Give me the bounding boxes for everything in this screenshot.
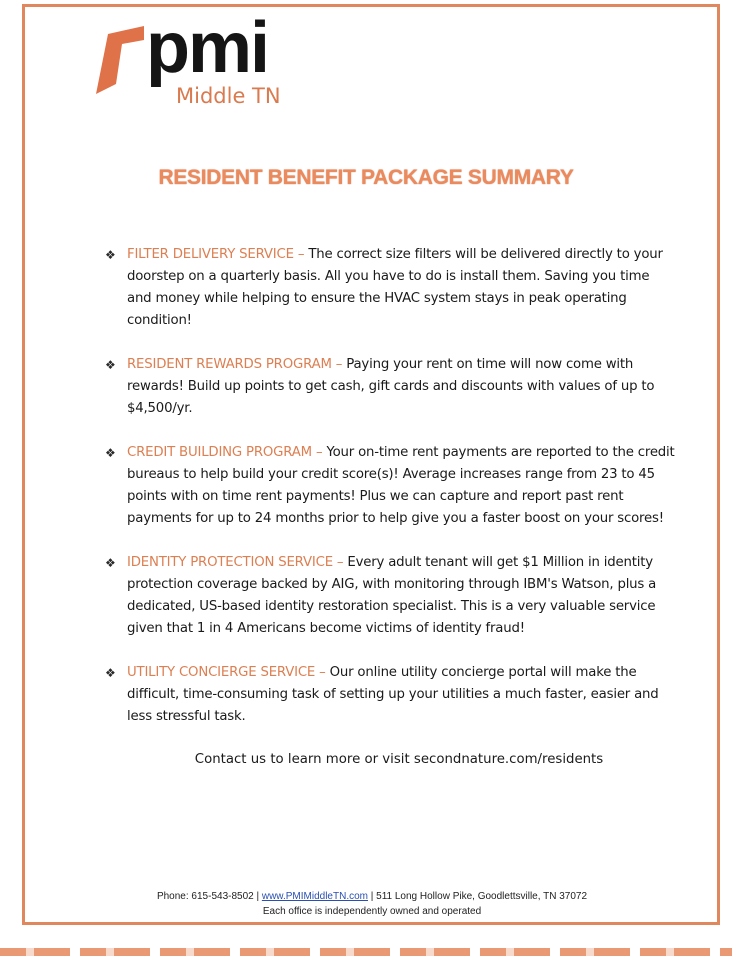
bottom-edge-strip [0, 948, 732, 956]
benefit-description: Our online utility concierge portal will make the difficult, time-consuming task of setting up your utilities a much faster, easier and less stressful task. [127, 665, 659, 724]
benefit-description: The correct size filters will be delivered directly to your doorstep on a quarterly basis. All you have to do is install them. Saving you time and money while helping to ensure the HVAC system stays in peak operating condition! [127, 247, 663, 328]
footer-contact-info [6, 891, 732, 902]
footer-address: | 511 Long Hollow Pike, Goodlettsville, TN 37072 [368, 891, 588, 902]
benefit-separator: – [315, 665, 330, 680]
benefit-description: Your on-time rent payments are reported to the credit bureaus to help build your credit score(s)! Average increases range from 23 to 45 points with on time rent payments! Plus we can capture and report past rent payments for up to 24 months prior to help give you a faster boost on your scores! [127, 445, 675, 526]
benefit-item [105, 662, 675, 728]
pmi-logo [88, 8, 328, 118]
benefit-item [105, 244, 675, 332]
logo-region: Middle TN [176, 84, 281, 108]
benefit-name: IDENTITY PROTECTION SERVICE [127, 555, 333, 570]
benefit-item [105, 442, 675, 530]
footer-phone: Phone: 615-543-8502 | [156, 891, 262, 902]
benefit-separator: – [331, 357, 347, 372]
benefit-name: UTILITY CONCIERGE SERVICE [127, 665, 316, 680]
diamond-bullet-icon: ❖ [105, 248, 116, 262]
benefit-description: Paying your rent on time will now come with rewards! Build up points to get cash, gift cards and discounts with values of up to $4,500/yr. [127, 357, 655, 416]
document-title: RESIDENT BENEFIT PACKAGE SUMMARY [158, 166, 574, 189]
benefit-description: Every adult tenant will get $1 Million in identity protection coverage backed by AIG, with monitoring through IBM's Watson, plus a dedicated, US-based identity restoration specialist. This is a very valuable service given that 1 in 4 Americans become victims of identity fraud! [127, 555, 657, 636]
pmi-logo-mark-icon [88, 22, 148, 102]
benefit-name: CREDIT BUILDING PROGRAM [127, 445, 312, 460]
benefit-separator: – [332, 555, 348, 570]
benefit-item [105, 354, 675, 420]
footer-disclaimer: Each office is independently owned and operated [262, 906, 482, 917]
diamond-bullet-icon: ❖ [105, 666, 116, 680]
benefit-name: FILTER DELIVERY SERVICE [127, 247, 294, 262]
website-link[interactable]: www.PMIMiddleTN.com [261, 891, 368, 902]
contact-line: Contact us to learn more or visit secondnature.com/residents [194, 752, 604, 767]
benefit-item [105, 552, 675, 640]
benefit-separator: – [293, 247, 309, 262]
diamond-bullet-icon: ❖ [105, 358, 116, 372]
benefits-list [105, 244, 675, 750]
diamond-bullet-icon: ❖ [105, 446, 116, 460]
benefit-name: RESIDENT REWARDS PROGRAM [127, 357, 332, 372]
diamond-bullet-icon: ❖ [105, 556, 116, 570]
logo-wordmark: pmi [146, 8, 269, 88]
benefit-separator: – [311, 445, 327, 460]
